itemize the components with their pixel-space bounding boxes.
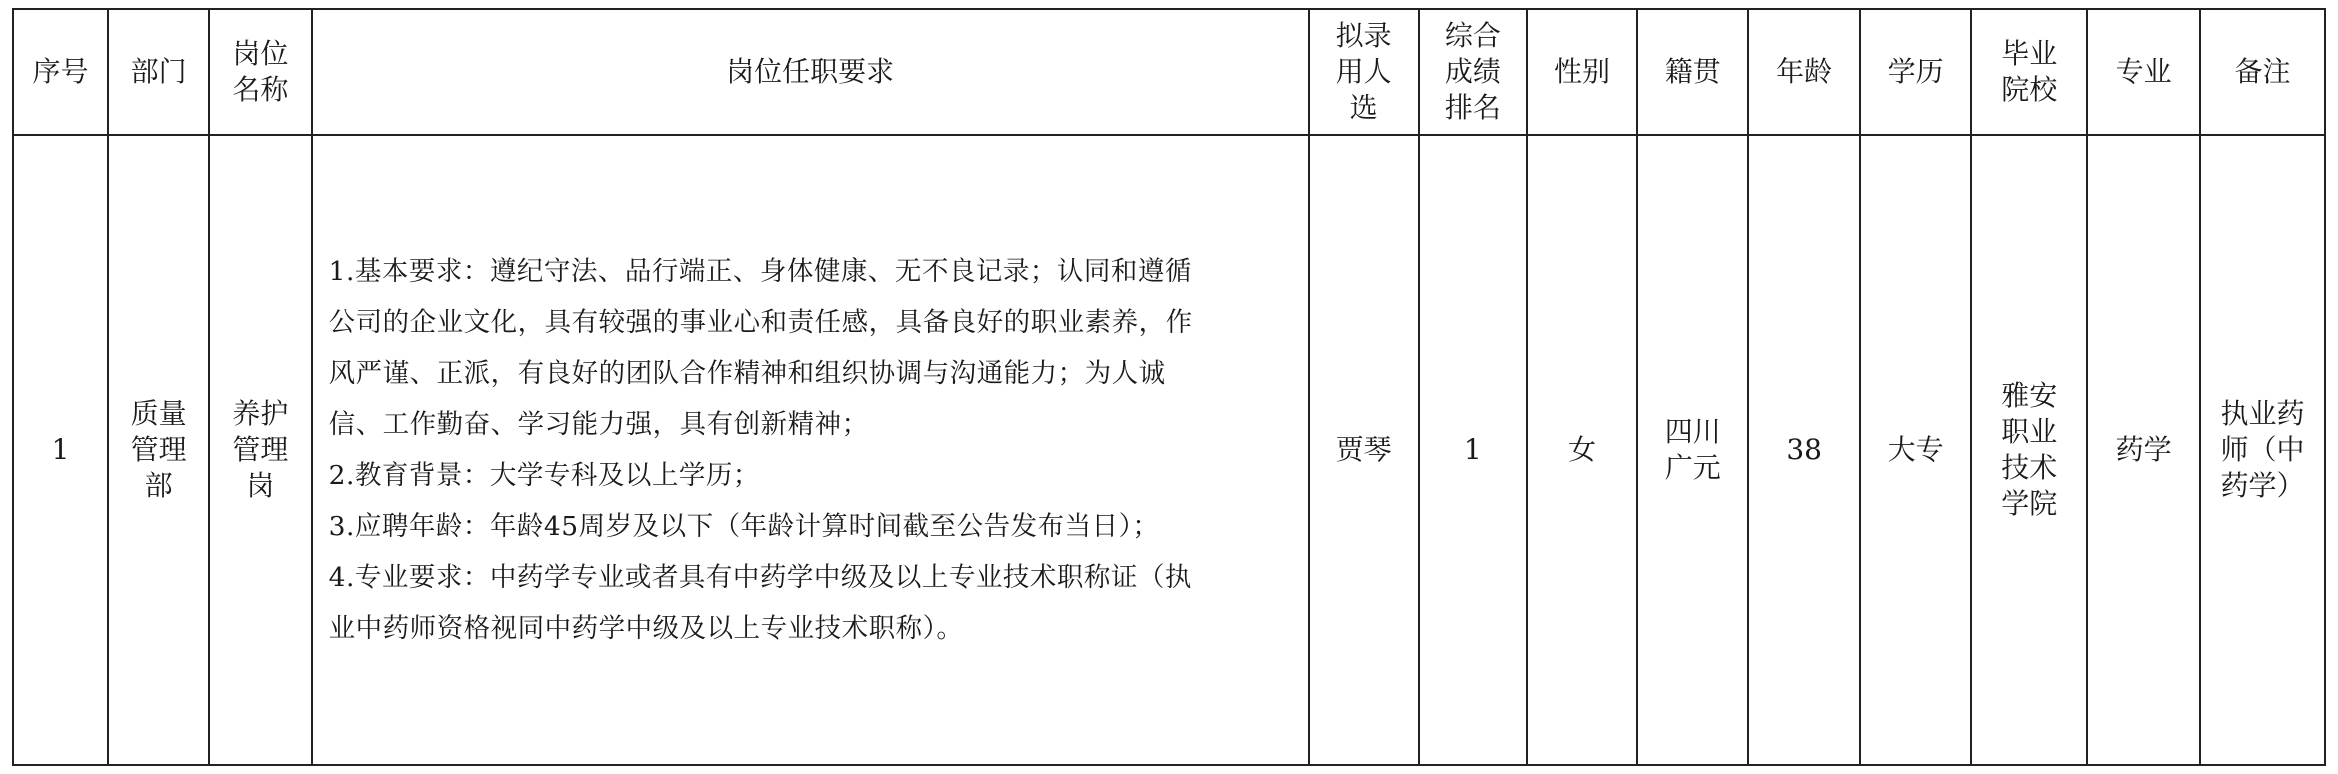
header-hire: 拟录 用人 选 — [1309, 9, 1419, 135]
requirement-line: 公司的企业文化，具有较强的事业心和责任感，具备良好的职业素养，作 — [328, 307, 1193, 338]
requirement-line: 3.应聘年龄：年龄45周岁及以下（年龄计算时间截至公告发布当日）； — [328, 511, 1160, 542]
header-post-name: 岗位 名称 — [209, 9, 312, 135]
header-dept: 部门 — [108, 9, 209, 135]
cell-education: 大专 — [1860, 135, 1971, 765]
header-remark: 备注 — [2200, 9, 2325, 135]
candidate-table — [12, 8, 2326, 766]
header-rank: 综合 成绩 排名 — [1419, 9, 1527, 135]
cell-gender: 女 — [1527, 135, 1637, 765]
cell-dept: 质量 管理 部 — [108, 135, 209, 765]
cell-rank: 1 — [1419, 135, 1527, 765]
cell-requirements — [312, 135, 1309, 765]
header-row — [13, 9, 2325, 135]
header-age: 年龄 — [1748, 9, 1859, 135]
cell-post-name: 养护 管理 岗 — [209, 135, 312, 765]
header-origin: 籍贯 — [1637, 9, 1748, 135]
cell-age: 38 — [1748, 135, 1859, 765]
requirement-line: 信、工作勤奋、学习能力强，具有创新精神； — [328, 409, 869, 440]
header-index: 序号 — [13, 9, 108, 135]
cell-major: 药学 — [2087, 135, 2200, 765]
requirements-list — [329, 246, 1270, 654]
header-education: 学历 — [1860, 9, 1971, 135]
requirement-line: 2.教育背景：大学专科及以上学历； — [328, 460, 760, 491]
header-gender: 性别 — [1527, 9, 1637, 135]
cell-remark: 执业药 师（中 药学） — [2200, 135, 2325, 765]
requirement-line: 4.专业要求：中药学专业或者具有中药学中级及以上专业技术职称证（执 — [328, 562, 1192, 593]
requirement-line: 1.基本要求：遵纪守法、品行端正、身体健康、无不良记录；认同和遵循 — [328, 256, 1192, 287]
cell-school: 雅安 职业 技术 学院 — [1971, 135, 2087, 765]
table-row — [13, 135, 2325, 765]
requirement-line: 风严谨、正派，有良好的团队合作精神和组织协调与沟通能力；为人诚 — [328, 358, 1166, 389]
cell-index: 1 — [13, 135, 108, 765]
cell-name: 贾琴 — [1309, 135, 1419, 765]
header-school: 毕业 院校 — [1971, 9, 2087, 135]
cell-origin: 四川 广元 — [1637, 135, 1748, 765]
requirement-line: 业中药师资格视同中药学中级及以上专业技术职称）。 — [328, 613, 964, 644]
header-requirements: 岗位任职要求 — [312, 9, 1309, 135]
header-major: 专业 — [2087, 9, 2200, 135]
